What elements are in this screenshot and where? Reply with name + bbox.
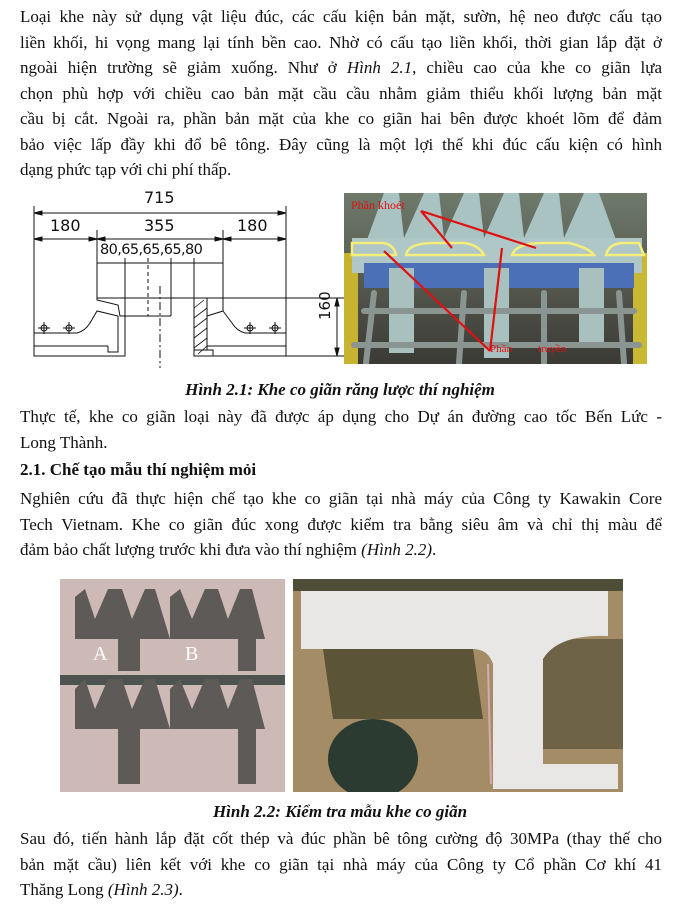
photo-illustration: [60, 579, 285, 792]
text-line: [20, 877, 662, 903]
text-line: dạng phức tạp với chi phí thấp.: [20, 160, 232, 179]
section-heading: 2.1. Chế tạo mẫu thí nghiệm mỏi: [20, 460, 257, 479]
paragraph-application: [20, 404, 662, 455]
dim-left: 180: [50, 216, 81, 235]
figure-reference: Hình 2.1: [346, 58, 413, 77]
figure-caption-2-2: Hình 2.2: Kiểm tra mẫu khe co giãn: [212, 802, 468, 821]
photo-illustration: [344, 193, 647, 364]
paragraph-installation: [20, 826, 662, 903]
figure-reference: (Hình 2.3): [107, 880, 179, 899]
technical-drawing: [20, 188, 345, 373]
text-line: Sau đó, tiến hành lắp đặt cốt thép và đúc phần bê tông cường độ 30MPa (thay thế cho: [20, 829, 662, 848]
text-line: Long Thành.: [20, 432, 108, 452]
text-line: Nghiên cứu đã thực hiện chế tạo khe co giãn tại nhà máy của Công ty Kawakin Core: [20, 489, 662, 508]
text-line: [20, 537, 662, 563]
text-line: Tech Vietnam. Khe co giãn đúc xong được kiểm tra bằng siêu âm và chỉ thị màu để: [20, 514, 662, 534]
paragraph-intro: [20, 4, 662, 183]
text-segment: .: [178, 880, 183, 899]
dim-height: 160: [316, 291, 334, 320]
text-segment: , chiều cao của khe co giãn lựa: [412, 58, 663, 77]
specimen-label-a: A: [93, 643, 108, 665]
figure-reference: (Hình 2.2): [361, 540, 432, 559]
annotation-bottom-label-a: Phần: [490, 343, 512, 355]
text-segment: Thăng Long: [20, 880, 108, 899]
dim-middle: 355: [144, 216, 175, 235]
text-line: liền khối, hi vọng mang lại tính bền cao. Nhờ có cấu tạo liền khối, thời gian lắp đặt ở: [20, 32, 662, 52]
text-line: chọn phù hợp với chiều cao bản mặt cầu cầu nhằm giảm thiểu khối lượng bản mặt: [20, 83, 662, 103]
specimen-label-b: B: [185, 643, 199, 665]
dim-sub: 80,65,65,65,80: [100, 242, 203, 258]
photo-illustration: [293, 579, 623, 792]
text-line: [20, 55, 662, 81]
figure-caption-2-1: Hình 2.1: Khe co giãn răng lược thí nghiệm: [185, 380, 495, 399]
dim-total: 715: [144, 188, 175, 207]
text-segment: ngoài hiện trường sẽ giảm xuống. Như ở: [20, 58, 347, 77]
photo-specimen-cross-section: [293, 579, 623, 792]
photo-specimens-ab: [60, 579, 285, 792]
dim-right: 180: [237, 216, 268, 235]
text-segment: đảm bảo chất lượng trước khi đưa vào thí nghiệm: [20, 540, 362, 559]
paragraph-fabrication: [20, 486, 662, 563]
annotation-cutout-label: Phần khoét: [351, 198, 405, 212]
text-line: bản mặt cầu) liên kết với khe co giãn tại nhà máy của Công ty Cổ phần Cơ khí 41: [20, 854, 662, 874]
text-line: Thực tế, khe co giãn loại này đã được áp dụng cho Dự án đường cao tốc Bến Lức -: [20, 407, 662, 426]
photo-joint-rebar: [344, 193, 647, 364]
text-line: bảo việc lấp đầy khi đổ bê tông. Đây cũng là một lợi thế khi đúc cấu kiện có hình: [20, 134, 662, 154]
text-line: cầu bị cắt. Ngoài ra, phần bản mặt của khe co giãn hai bên được khoét lõm để đảm: [20, 109, 662, 128]
annotation-bottom-label-b: truyền: [538, 343, 567, 355]
text-line: Loại khe này sử dụng vật liệu đúc, các cấu kiện bản mặt, sườn, hệ neo được cấu tạo: [20, 7, 662, 26]
text-segment: .: [431, 540, 437, 559]
